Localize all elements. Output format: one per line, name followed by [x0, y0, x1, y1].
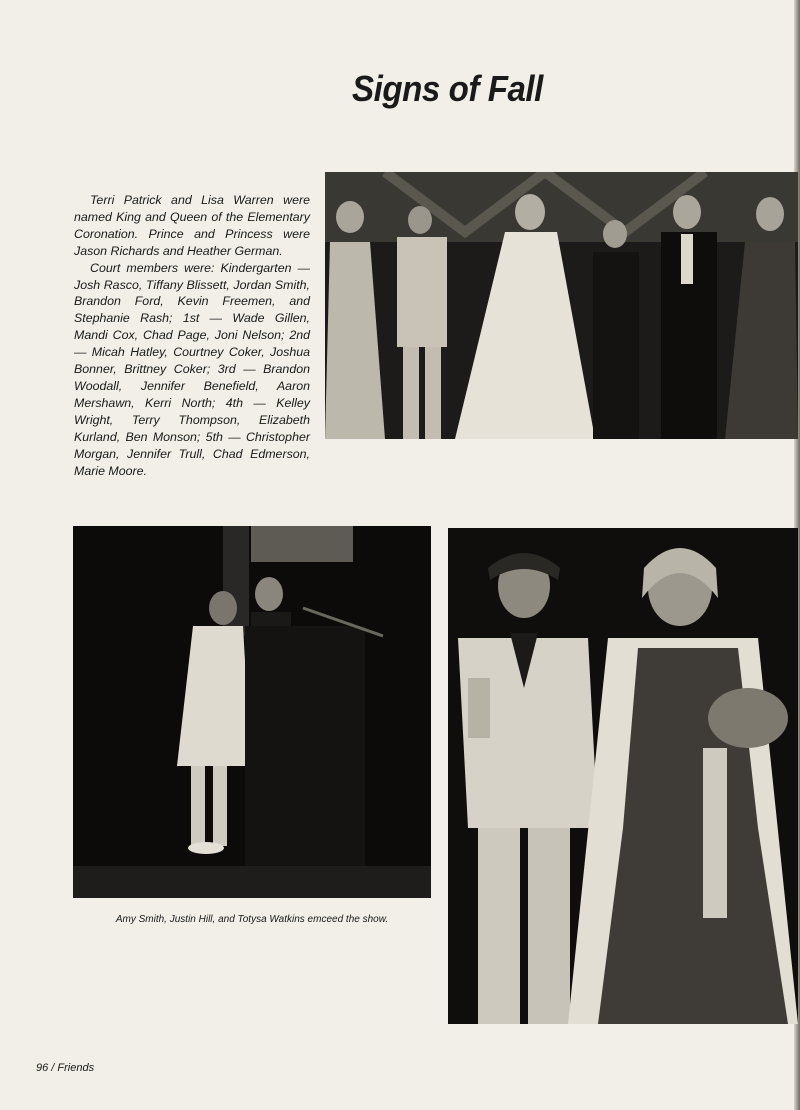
emcees-podium-photo: [73, 526, 431, 898]
court-members-paragraph: Court members were: Kindergarten — Josh Rasco, Tiffany Blissett, Jordan Smith, Brandon Ford, Kevin Freemen, and Stephanie Rash; 1st — Wade Gillen, Mandi Cox, Chad Page, Joni Nelson; 2nd — Micah Hatley, Courtney Coker, Joshua Bonner, Brittney Coker; 3rd — Brandon Woodall, Jennifer Benefield, Aaron Mershawn, Kerri North; 4th — Kelley Wright, Terry Thompson, Elizabeth Kurland, Ben Monson; 5th — Christopher Morgan, Jennifer Trull, Chad Edmerson, Marie Moore.: [74, 260, 310, 478]
body-text: [74, 192, 310, 479]
coronation-group-photo: [325, 172, 798, 439]
page-folio: 96 / Friends: [36, 1062, 95, 1074]
photo-caption: Amy Smith, Justin Hill, and Totysa Watkins emceed the show.: [115, 914, 389, 925]
prince-princess-photo: [448, 528, 798, 1024]
intro-paragraph: Terri Patrick and Lisa Warren were named King and Queen of the Elementary Coronation. Prince and Princess were Jason Richards and Heather German.: [74, 193, 310, 258]
page-title: Signs of Fall: [352, 68, 543, 110]
